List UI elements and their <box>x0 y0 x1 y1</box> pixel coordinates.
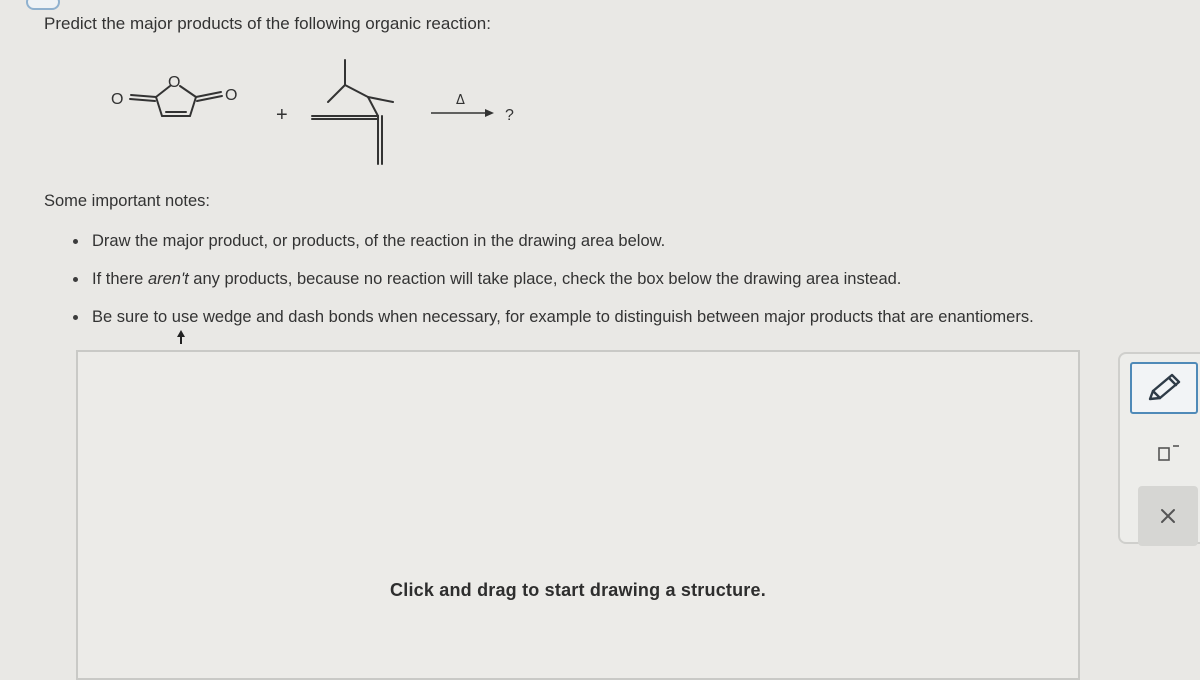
plus-sign: + <box>276 104 288 126</box>
note-text: Draw the major product, or products, of the reaction in the drawing area below. <box>92 232 666 250</box>
note-text-before: If there <box>92 270 148 288</box>
right-oxygen-label: O <box>225 87 238 104</box>
note-text: Be sure to use wedge and dash bonds when necessary, for example to distinguish between major products that are enantiomers. <box>92 308 1034 326</box>
note-emphasis: aren't <box>147 270 189 288</box>
mouse-cursor-icon <box>177 330 185 344</box>
close-icon <box>1158 506 1178 526</box>
drawing-toolbar <box>1118 352 1200 544</box>
heat-condition: Δ <box>456 93 465 108</box>
pencil-icon <box>1144 371 1184 405</box>
top-tab <box>26 0 60 10</box>
ring-oxygen-label: O <box>168 74 181 91</box>
diene-structure <box>312 60 393 164</box>
note-item <box>72 232 1197 251</box>
drawing-area-hint: Click and drag to start drawing a structure. <box>390 580 766 600</box>
eraser-tool-button[interactable] <box>1138 432 1198 472</box>
note-text-after: any products, because no reaction will take place, check the box below the drawing area instead. <box>188 270 902 288</box>
clear-button[interactable] <box>1138 486 1198 546</box>
note-item <box>72 308 1197 327</box>
reaction-arrow <box>431 109 494 117</box>
product-unknown: ? <box>505 107 514 124</box>
question-prompt: Predict the major products of the following organic reaction: <box>44 14 491 33</box>
reaction-scheme <box>80 52 560 172</box>
eraser-icon <box>1153 440 1183 464</box>
notes-title: Some important notes: <box>44 192 210 210</box>
note-item <box>72 270 1197 289</box>
left-oxygen-label: O <box>111 91 124 108</box>
drawing-area[interactable] <box>76 350 1080 680</box>
notes-list <box>72 232 1197 346</box>
pencil-tool-button[interactable] <box>1130 362 1198 414</box>
